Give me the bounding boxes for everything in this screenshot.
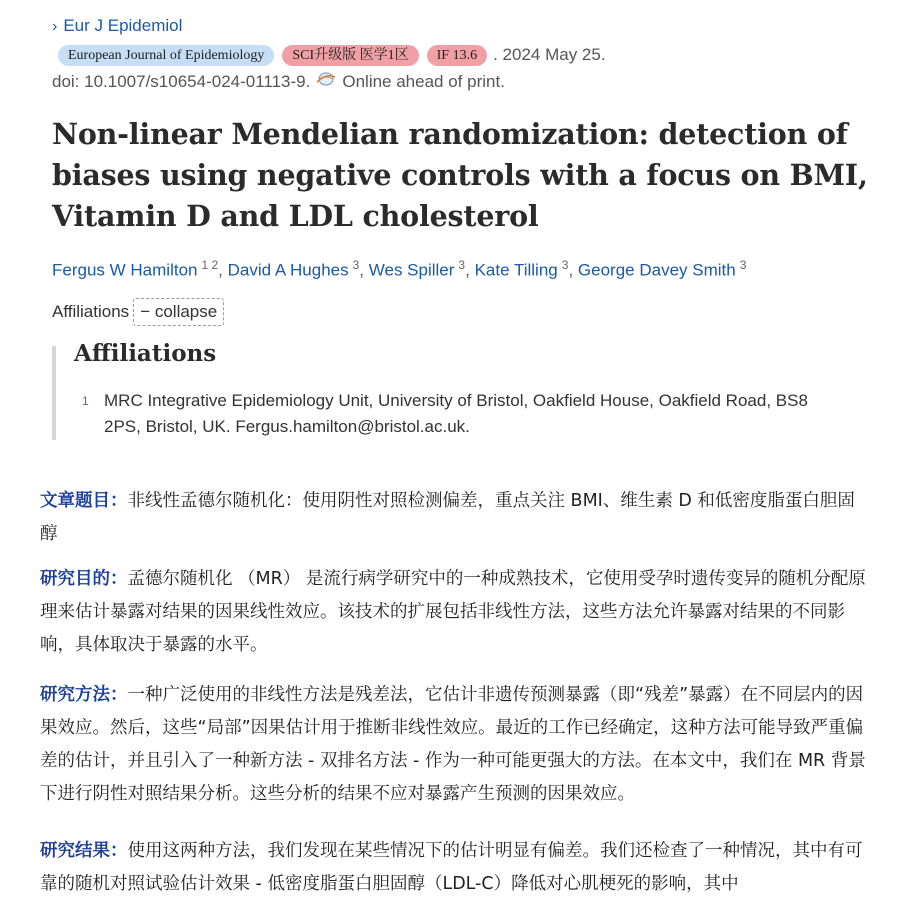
author[interactable]: Wes Spiller <box>368 260 455 280</box>
summary-text: 一种广泛使用的非线性方法是残差法，它估计非遗传预测暴露（即“残差”暴露）在不同层内的因果效应。然后，这些“局部”因果估计用于推断非线性效应。最近的工作已经确定，这种方法可能导致严重偏差的估计，并且引入了一种新方法 - 双排名方法 - 作为一种可能更强大的方法。在本文中，我们在 MR 背景下进行阴性对照结果分析。这些分析的结果不应对暴露产生预测的因果效应。 <box>40 685 866 804</box>
summary-methods-section <box>40 679 872 811</box>
online-globe-icon <box>316 71 336 87</box>
summary-label: 研究方法： <box>40 685 128 705</box>
author-affiliation-ref[interactable]: 3 <box>352 258 360 272</box>
affiliation-number: 1 <box>82 394 89 408</box>
summary-results-section <box>40 835 872 901</box>
impact-factor-badge[interactable]: IF 13.6 <box>427 45 487 66</box>
summary-title-section <box>40 485 872 551</box>
journal-full-badge[interactable]: European Journal of Epidemiology <box>58 45 274 66</box>
chevron-right-icon: › <box>52 18 58 35</box>
author-affiliation-ref[interactable]: 1 2 <box>201 258 219 272</box>
affiliation-item <box>82 388 842 440</box>
publication-date: . 2024 May 25. <box>493 45 606 64</box>
summary-text: 非线性孟德尔随机化：使用阴性对照检测偏差，重点关注 BMI、维生素 D 和低密度脂蛋白胆固醇 <box>40 491 855 544</box>
doi-text[interactable]: doi: 10.1007/s10654-024-01113-9. <box>52 72 311 91</box>
author-affiliation-ref[interactable]: 3 <box>458 258 466 272</box>
article-title: Non-linear Mendelian randomization: detection of biases using negative controls with a focus on BMI, Vitamin D and LDL cholesterol <box>52 117 868 233</box>
doi-row <box>52 72 505 92</box>
author-affiliation-ref[interactable]: 3 <box>561 258 569 272</box>
summary-text: 使用这两种方法，我们发现在某些情况下的估计明显有偏差。我们还检查了一种情况，其中有可靠的随机对照试验估计效果 - 低密度脂蛋白胆固醇（LDL-C）降低对心肌梗死的影响，其中 <box>40 841 863 894</box>
summary-label: 研究目的： <box>40 569 128 589</box>
summary-text: 孟德尔随机化 （MR） 是流行病学研究中的一种成熟技术，它使用受孕时遗传变异的随机分配原理来估计暴露对结果的因果线性效应。该技术的扩展包括非线性方法，这些方法允许暴露对结果的不同影响，具体取决于暴露的水平。 <box>40 569 866 655</box>
collapse-button[interactable]: − collapse <box>133 298 224 326</box>
sci-badge[interactable]: SCI升级版 医学1区 <box>282 45 418 66</box>
online-status: Online ahead of print. <box>342 72 505 91</box>
summary-label: 文章题目： <box>40 491 128 511</box>
summary-objective-section <box>40 563 872 662</box>
summary-label: 研究结果： <box>40 841 128 861</box>
affiliations-label: Affiliations <box>52 302 130 321</box>
author[interactable]: Kate Tilling <box>474 260 558 280</box>
affiliations-heading: Affiliations <box>74 340 217 367</box>
author[interactable]: David A Hughes <box>227 260 349 280</box>
journal-link[interactable] <box>52 16 182 36</box>
author[interactable]: Fergus W Hamilton <box>52 260 198 280</box>
affiliations-panel <box>52 340 856 440</box>
affiliations-toggle-row <box>52 298 224 326</box>
author-affiliation-ref[interactable]: 3 <box>739 258 747 272</box>
affiliation-text: MRC Integrative Epidemiology Unit, University of Bristol, Oakfield House, Oakfield Road, BS8 2PS, Bristol, UK. Fergus.hamilton@bristol.ac.uk. <box>104 391 808 436</box>
journal-abbrev[interactable]: Eur J Epidemiol <box>63 16 183 35</box>
author[interactable]: George Davey Smith <box>577 260 736 280</box>
author-list: Fergus W Hamilton $^{1 2}$, David A Hughes $^3$, Wes Spiller $^3$, Kate Tilling $^3$, George Davey Smith $^3$ <box>52 258 747 280</box>
badge-row <box>58 44 606 66</box>
